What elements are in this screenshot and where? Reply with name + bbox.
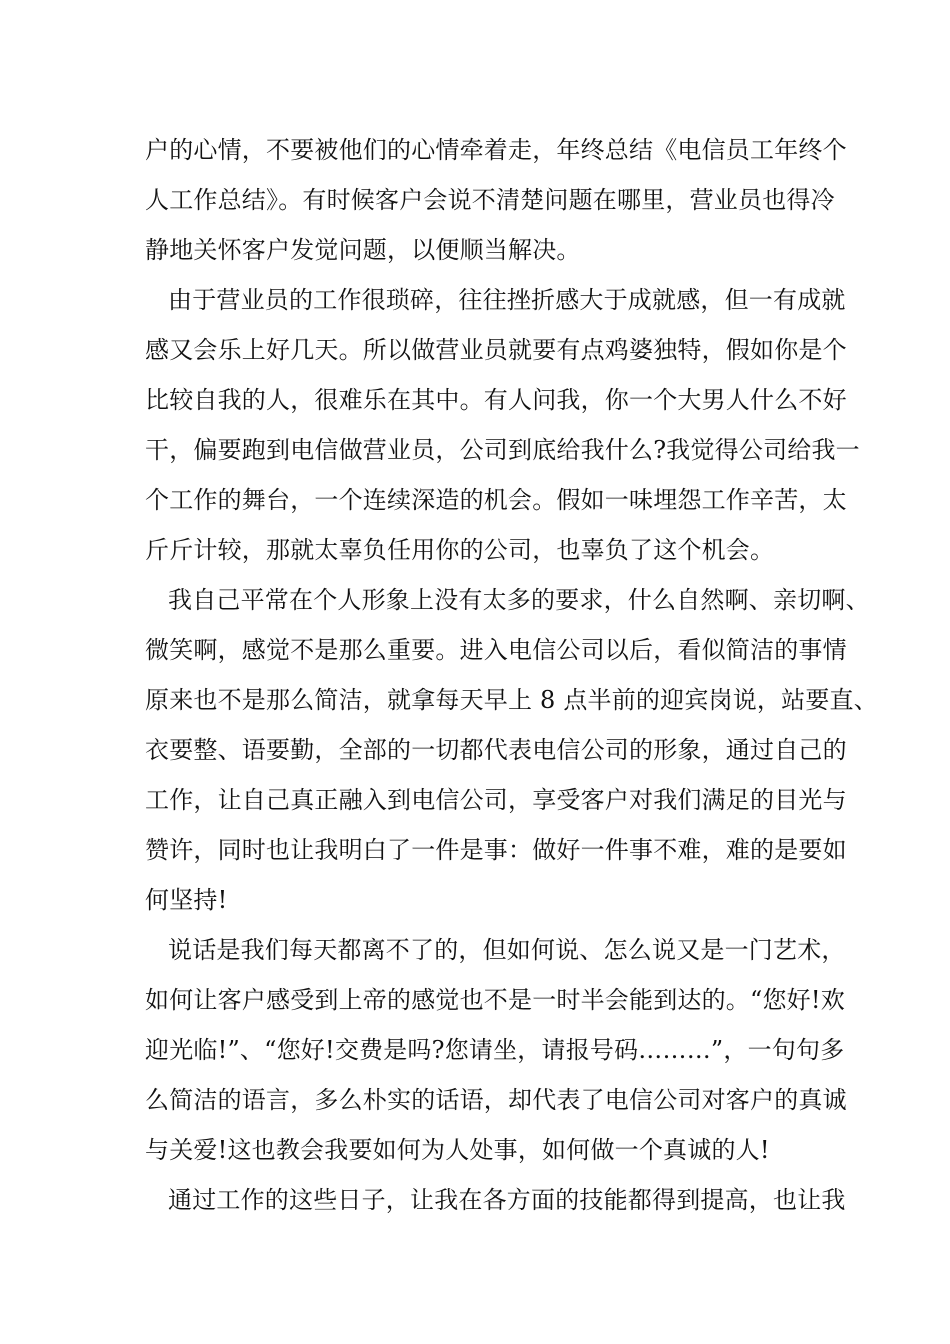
paragraph-first-line: 通过工作的这些日子，让我在各方面的技能都得到提高，也让我 bbox=[168, 1186, 846, 1214]
text-line: 感又会乐上好几天。所以做营业员就要有点鸡婆独特，假如你是个 bbox=[145, 336, 847, 364]
text-line: 何坚持! bbox=[145, 886, 228, 914]
text-line: 赞许，同时也让我明白了一件是事：做好一件事不难，难的是要如 bbox=[145, 836, 847, 864]
text-line: 么简洁的语言，多么朴实的话语，却代表了电信公司对客户的真诚 bbox=[145, 1086, 847, 1114]
paragraph-first-line: 说话是我们每天都离不了的，但如何说、怎么说又是一门艺术， bbox=[168, 936, 846, 964]
text-line: 静地关怀客户发觉问题，以便顺当解决。 bbox=[145, 236, 581, 264]
text-line: 微笑啊，感觉不是那么重要。进入电信公司以后，看似简洁的事情 bbox=[145, 636, 847, 664]
text-line: 个工作的舞台，一个连续深造的机会。假如一味埋怨工作辛苦，太 bbox=[145, 486, 847, 514]
text-line: 衣要整、语要勤，全部的一切都代表电信公司的形象，通过自己的 bbox=[145, 736, 847, 764]
text-line: 比较自我的人，很难乐在其中。有人问我，你一个大男人什么不好 bbox=[145, 386, 847, 414]
text-line: 迎光临!”、“您好!交费是吗?您请坐，请报号码………”，一句句多 bbox=[145, 1036, 845, 1064]
text-line: 干，偏要跑到电信做营业员，公司到底给我什么?我觉得公司给我一 bbox=[145, 436, 860, 464]
text-line: 与关爱!这也教会我要如何为人处事，如何做一个真诚的人! bbox=[145, 1136, 770, 1164]
text-line: 户的心情，不要被他们的心情牵着走，年终总结《电信员工年终个 bbox=[145, 136, 847, 164]
text-line: 原来也不是那么简洁，就拿每天早上 8 点半前的迎宾岗说，站要直、 bbox=[145, 686, 878, 714]
text-line: 工作，让自己真正融入到电信公司，享受客户对我们满足的目光与 bbox=[145, 786, 847, 814]
text-line: 人工作总结》。有时候客户会说不清楚问题在哪里，营业员也得冷 bbox=[145, 186, 835, 214]
paragraph-first-line: 由于营业员的工作很琐碎，往往挫折感大于成就感，但一有成就 bbox=[168, 286, 846, 314]
paragraph-first-line: 我自己平常在个人形象上没有太多的要求，什么自然啊、亲切啊、 bbox=[168, 586, 870, 614]
text-line: 斤斤计较，那就太辜负任用你的公司，也辜负了这个机会。 bbox=[145, 536, 775, 564]
text-line: 如何让客户感受到上帝的感觉也不是一时半会能到达的。“您好!欢 bbox=[145, 986, 845, 1014]
